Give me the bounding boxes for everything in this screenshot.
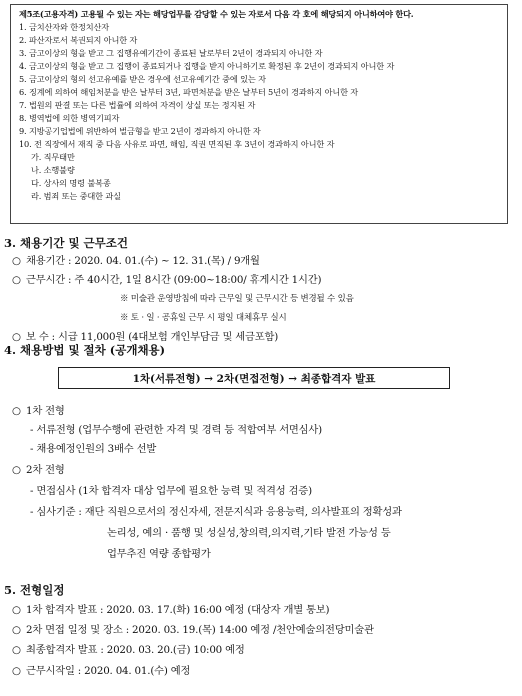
pay bbox=[12, 328, 278, 343]
round-1-document bbox=[30, 421, 322, 436]
bullet-icon: ○ bbox=[12, 255, 21, 267]
qualification-item: 2. 파산자로서 복권되지 아니한 자 bbox=[19, 35, 138, 45]
round-1-selection bbox=[30, 440, 156, 455]
schedule-final-result-text: 최종합격자 발표 : 2020. 03. 20.(금) 10:00 예정 bbox=[26, 644, 245, 656]
round-1-selection-text: 채용예정인원의 3배수 선발 bbox=[36, 443, 157, 455]
round-2-criteria-text: 심사기준 : 재단 직원으로서의 정신자세, 전문지식과 응용능력, 의사발표의 정확성과 bbox=[36, 506, 402, 518]
section-5-title: 5. 전형일정 bbox=[4, 583, 65, 597]
dash-icon: - bbox=[30, 424, 34, 436]
bullet-icon: ○ bbox=[12, 274, 21, 286]
working-hours bbox=[12, 271, 321, 286]
schedule-interview-text: 2차 면접 일정 및 장소 : 2020. 03. 19.(목) 14:00 예정 /천안예술의전당미술관 bbox=[26, 624, 374, 636]
bullet-icon: ○ bbox=[12, 624, 21, 636]
round-1-label: 1차 전형 bbox=[26, 405, 65, 417]
qualification-title: 제5조(고용자격) 고용될 수 있는 자는 해당업무를 감당할 수 있는 자로서 다음 각 호에 해당되지 아니하여야 한다. bbox=[19, 9, 414, 19]
qualification-subitem: 나. 소행불량 bbox=[31, 165, 75, 175]
employment-period bbox=[12, 252, 260, 267]
schedule-round-1-result-text: 1차 합격자 발표 : 2020. 03. 17.(화) 16:00 예정 (대상자 개별 통보) bbox=[26, 604, 330, 616]
schedule-start-date bbox=[12, 662, 190, 677]
qualification-item: 7. 법원의 판결 또는 다른 법률에 의하여 자격이 상실 또는 정지된 자 bbox=[19, 100, 256, 110]
round-2-criteria bbox=[30, 503, 402, 518]
qualification-subitem: 라. 범죄 또는 중대한 과실 bbox=[31, 191, 121, 201]
employment-period-text: 채용기간 : 2020. 04. 01.(수) ~ 12. 31.(목) / 9개월 bbox=[26, 255, 260, 267]
process-text: 1차(서류전형) → 2차(면접전형) → 최종합격자 발표 bbox=[132, 372, 376, 385]
qualification-item: 6. 징계에 의하여 해임처분을 받은 날부터 3년, 파면처분을 받은 날부터 5년이 경과하지 아니한 자 bbox=[19, 87, 359, 97]
round-2 bbox=[12, 461, 65, 476]
schedule-interview bbox=[12, 621, 374, 636]
qualification-item: 5. 금고이상의 형의 선고유예를 받은 경우에 선고유예기간 중에 있는 자 bbox=[19, 74, 266, 84]
qualification-subitem: 다. 상사의 명령 불복종 bbox=[31, 178, 111, 188]
round-2-criteria-cont-2: 업무추진 역량 종합평가 bbox=[107, 548, 211, 560]
schedule-start-date-text: 근무시작일 : 2020. 04. 01.(수) 예정 bbox=[26, 665, 191, 677]
schedule-final-result bbox=[12, 641, 245, 656]
bullet-icon: ○ bbox=[12, 405, 21, 417]
note-schedule-change: ※ 미술관 운영방침에 따라 근무일 및 근무시간 등 변경될 수 있음 bbox=[120, 294, 354, 304]
round-2-interview-text: 면접심사 (1차 합격자 대상 업무에 필요한 능력 및 적격성 검증) bbox=[36, 485, 312, 497]
qualification-item: 3. 금고이상의 형을 받고 그 집행유예기간이 종료된 날로부터 2년이 경과되지 아니한 자 bbox=[19, 48, 323, 58]
dash-icon: - bbox=[30, 506, 34, 518]
qualification-item: 4. 금고이상의 형을 받고 그 집행이 종료되거나 집행을 받지 아니하기로 확정된 후 2년이 경과되지 아니한 자 bbox=[19, 61, 395, 71]
qualification-box bbox=[10, 4, 508, 224]
bullet-icon: ○ bbox=[12, 644, 21, 656]
round-2-interview bbox=[30, 482, 312, 497]
round-2-label: 2차 전형 bbox=[26, 464, 65, 476]
working-hours-text: 근무시간 : 주 40시간, 1일 8시간 (09:00~18:00/ 휴게시간 1시간) bbox=[26, 274, 322, 286]
process-box bbox=[58, 367, 450, 389]
section-4-title: 4. 채용방법 및 절차 (공개채용) bbox=[4, 343, 166, 357]
qualification-item: 1. 금치산자와 한정치산자 bbox=[19, 22, 110, 32]
bullet-icon: ○ bbox=[12, 331, 21, 343]
qualification-subitem: 가. 직무태만 bbox=[31, 152, 75, 162]
note-holiday-work: ※ 토 · 일 · 공휴일 근무 시 평일 대체휴무 실시 bbox=[120, 313, 287, 323]
dash-icon: - bbox=[30, 485, 34, 497]
qualification-item: 8. 병역법에 의한 병역기피자 bbox=[19, 113, 120, 123]
round-2-criteria-cont-1: 논리성, 예의 · 품행 및 성실성,창의력,의지력,기타 발전 가능성 등 bbox=[107, 527, 391, 539]
bullet-icon: ○ bbox=[12, 665, 21, 677]
qualification-item: 9. 지방공기업법에 위반하여 벌금형을 받고 2년이 경과하지 아니한 자 bbox=[19, 126, 261, 136]
round-1-document-text: 서류전형 (업무수행에 관련한 자격 및 경력 등 적합여부 서면심사) bbox=[36, 424, 322, 436]
qualification-item: 10. 전 직장에서 재직 중 다음 사유로 파면, 해임, 직권 면직된 후 3년이 경과하지 아니한 자 bbox=[19, 139, 335, 149]
dash-icon: - bbox=[30, 443, 34, 455]
round-1 bbox=[12, 402, 65, 417]
pay-text: 보 수 : 시급 11,000원 (4대보험 개인부담금 및 세금포함) bbox=[26, 331, 279, 343]
schedule-round-1-result bbox=[12, 601, 329, 616]
section-3-title: 3. 채용기간 및 근무조건 bbox=[4, 236, 128, 250]
bullet-icon: ○ bbox=[12, 464, 21, 476]
bullet-icon: ○ bbox=[12, 604, 21, 616]
